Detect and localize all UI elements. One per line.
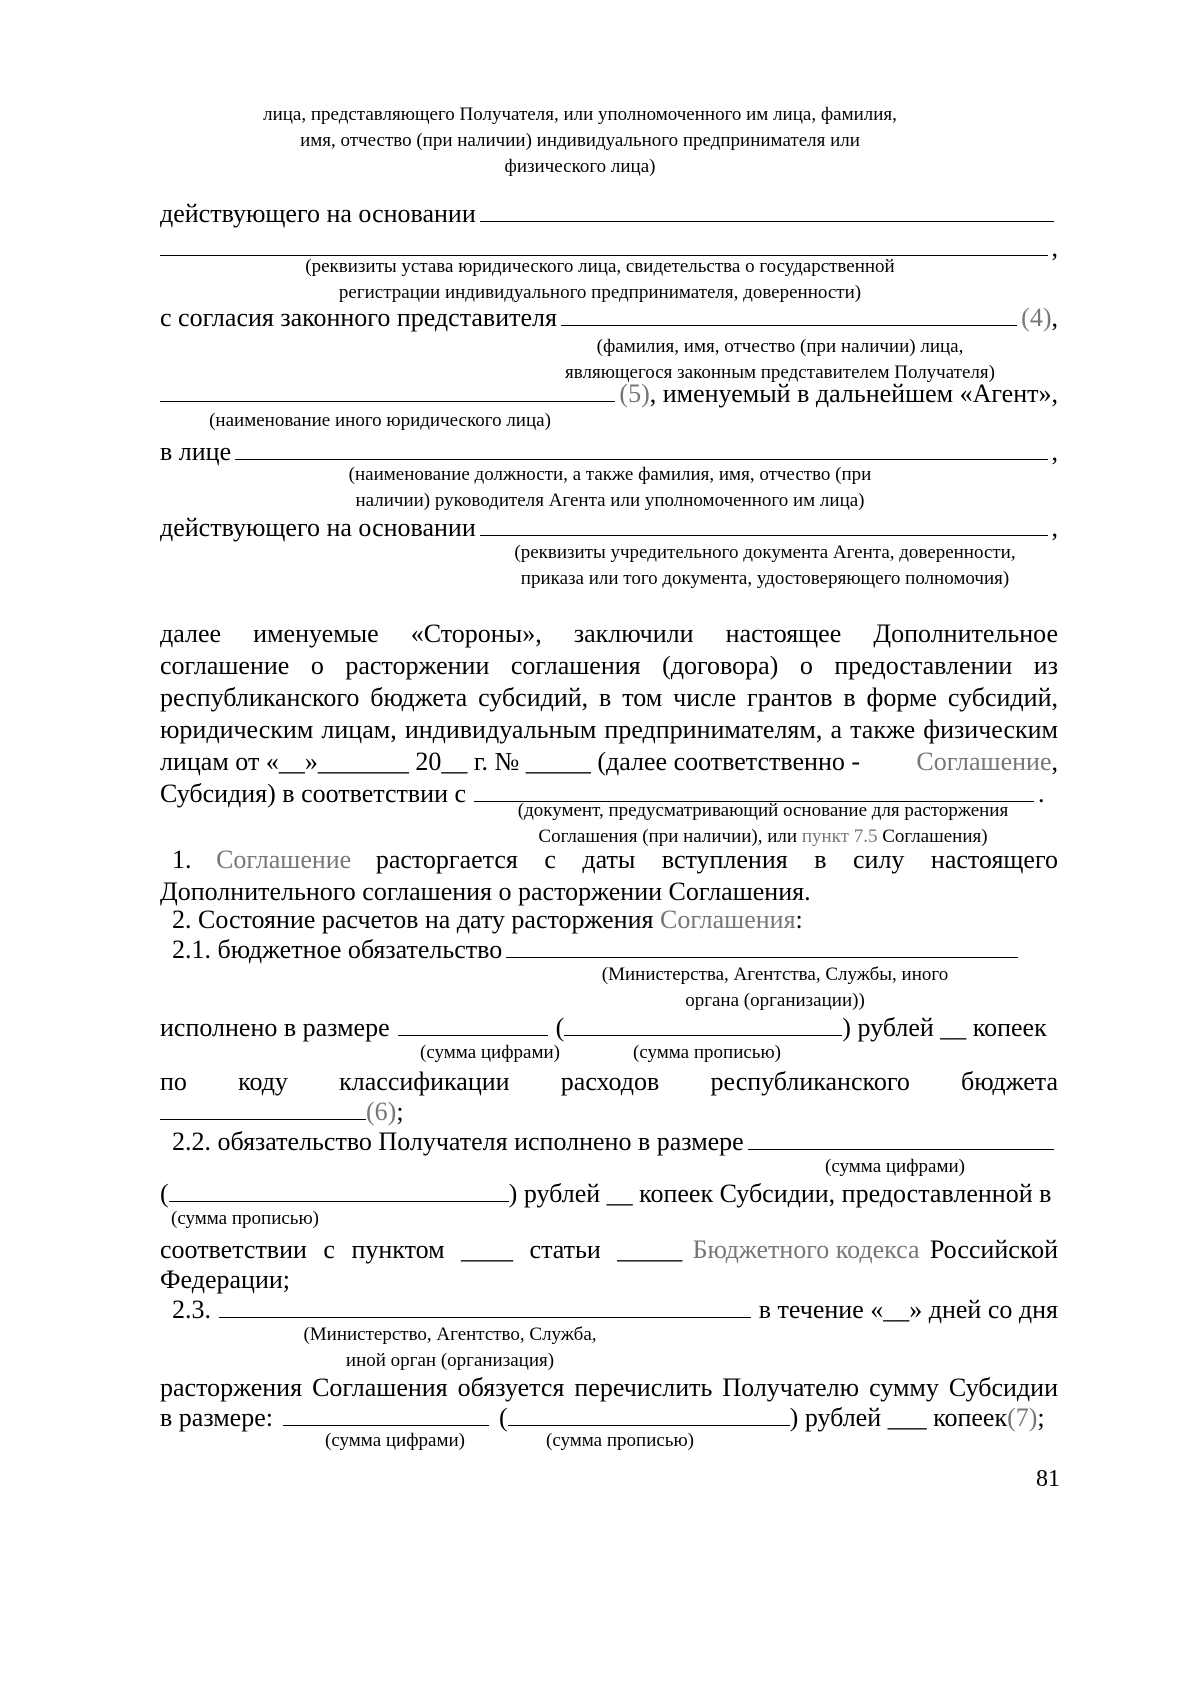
basis-field[interactable] [480, 199, 1054, 222]
agent-caption [160, 408, 600, 434]
caption-top-line: физического лица) [504, 156, 656, 177]
item-1-line [160, 844, 1058, 876]
comma: , [1051, 747, 1058, 776]
paragraph-line: республиканского бюджета субсидий, в том числе грантов в форме субсидий, [160, 683, 1058, 712]
inperson-field[interactable] [235, 437, 1047, 460]
sum-digits-caption: (сумма цифрами) [325, 1430, 465, 1451]
sum-words-field[interactable] [564, 1013, 842, 1036]
rubles-text: ) рублей __ копеек Субсидии, предоставленной в [508, 1179, 1052, 1208]
basis-caption [250, 254, 950, 306]
comma: , [1051, 233, 1058, 262]
agent-basis-caption [470, 540, 1060, 592]
item-text: 2. Состояние расчетов на дату расторжения [172, 905, 654, 934]
within-text: в течение «__» дней со дня [758, 1295, 1058, 1324]
consent-field[interactable] [561, 303, 1017, 326]
accordance-text: соответствии с пунктом ____ статьи _____ [160, 1235, 683, 1264]
item-2-1-caption [570, 962, 980, 1014]
item-number: 1. [172, 845, 192, 874]
inperson-caption [300, 462, 920, 514]
paragraph-line: далее именуемые «Стороны», заключили настоящее Дополнительное [160, 619, 1058, 648]
executed-label: исполнено в размере [160, 1013, 390, 1042]
basis-caption-line: регистрации индивидуального предпринимателя, доверенности) [338, 282, 862, 303]
agent-basis-caption-line: (реквизиты учредительного документа Агента, доверенности, [514, 542, 1016, 563]
item-2-2-label: 2.2. обязательство Получателя исполнено в размере [172, 1127, 744, 1156]
item-2-3-text: расторжения Соглашения обязуется перечислить Получателю сумму Субсидии [160, 1373, 1058, 1402]
caption-line: иной орган (организация) [345, 1350, 555, 1371]
item-2-3-label: 2.3. [172, 1295, 211, 1324]
comma: , [1051, 437, 1058, 466]
footnote-ref-4[interactable]: (4) [1021, 303, 1052, 332]
sum-words-caption: (сумма прописью) [171, 1208, 319, 1229]
agent-basis-caption-line: приказа или того документа, удостоверяющего полномочия) [520, 568, 1010, 589]
consent-row [160, 302, 1058, 334]
basis-row [160, 198, 1058, 230]
agreement-link[interactable]: Соглашение [916, 747, 1052, 776]
inperson-label: в лице [160, 437, 232, 466]
item-text: расторгается с даты вступления в силу настоящего [375, 845, 1058, 874]
colon: : [795, 905, 803, 934]
rubles-kopecks: ) рублей __ копеек [842, 1013, 1047, 1042]
inperson-caption-line: (наименование должности, а также фамилия, имя, отчество (при [348, 464, 872, 485]
caption-top-line: лица, представляющего Получателя, или уполномоченного им лица, фамилия, [263, 104, 897, 125]
comma: , [1051, 513, 1058, 542]
paragraph-line: соглашение о расторжении соглашения (договора) о предоставлении из [160, 651, 1058, 680]
doc-caption-line: (документ, предусматривающий основание для расторжения [517, 800, 1009, 821]
code-line: по коду классификации расходов республиканского бюджета [160, 1067, 1058, 1096]
paragraph-line-text: Субсидия) в соответствии с [160, 779, 467, 808]
ministry-field[interactable] [219, 1295, 751, 1318]
sum-words-caption: (сумма прописью) [546, 1430, 694, 1451]
item-2-1-label: 2.1. бюджетное обязательство [172, 935, 503, 964]
caption-top-line: имя, отчество (при наличии) индивидуального предпринимателя или [300, 130, 860, 151]
footnote-ref-6[interactable]: (6) [366, 1097, 397, 1126]
agent-caption-line: (наименование иного юридического лица) [209, 410, 551, 431]
paragraph-line: юридическим лицам, индивидуальным предпринимателям, а также физическим [160, 715, 1058, 744]
sum-words-field[interactable] [508, 1403, 790, 1426]
open-paren: ( [160, 1179, 169, 1208]
sum-words-caption: (сумма прописью) [633, 1042, 781, 1063]
sum-digits-caption: (сумма цифрами) [825, 1156, 965, 1177]
inperson-caption-line: наличии) руководителя Агента или уполномоченного им лица) [355, 490, 865, 511]
paragraph-line [160, 746, 1058, 778]
open-paren: ( [498, 1403, 508, 1432]
recipient-sum-field[interactable] [748, 1127, 1054, 1150]
clause-link[interactable]: пункт 7.5 [801, 826, 878, 847]
federation-word: Федерации; [160, 1265, 291, 1294]
agent-named: , именуемый в дальнейшем «Агент», [649, 379, 1058, 408]
executed-row [160, 1012, 1058, 1044]
agreement-link[interactable]: Соглашение [216, 845, 352, 874]
amount-label: в размере: [160, 1403, 273, 1432]
basis-caption-line: (реквизиты устава юридического лица, свидетельства о государственной [305, 256, 895, 277]
russian-word: Российской [929, 1235, 1058, 1264]
semicolon: ; [396, 1097, 404, 1126]
comma: , [1051, 303, 1058, 332]
rubles-kopecks: ) рублей ___ копеек [789, 1403, 1008, 1432]
paragraph-line-text: лицам от «__»_______ 20__ г. № _____ (далее соответственно - [160, 747, 861, 776]
footnote-ref-7[interactable]: (7) [1007, 1403, 1038, 1432]
caption-line: органа (организации)) [685, 990, 865, 1011]
sum-words-field[interactable] [169, 1179, 509, 1202]
budget-code-link[interactable]: Бюджетного кодекса [692, 1235, 920, 1264]
caption-line: (Министерство, Агентство, Служба, [303, 1324, 597, 1345]
basis-field-2[interactable] [160, 233, 1048, 256]
doc-caption-text: Соглашения) [882, 826, 988, 847]
agent-row [160, 378, 1058, 410]
doc-caption-text: Соглашения (при наличии), или [538, 826, 798, 847]
sum-digits-field[interactable] [398, 1013, 548, 1036]
caption-line: (Министерства, Агентства, Службы, иного [601, 964, 949, 985]
item-2-3-caption [280, 1322, 620, 1374]
basis-label: действующего на основании [160, 513, 476, 542]
main-paragraph [160, 618, 1058, 810]
accordance-row [160, 1234, 1058, 1266]
footnote-ref-5[interactable]: (5) [619, 379, 650, 408]
sum-digits-field[interactable] [283, 1403, 489, 1426]
page-number: 81 [1036, 1466, 1060, 1492]
agent-basis-field[interactable] [480, 513, 1048, 536]
budget-code-field[interactable] [160, 1097, 366, 1120]
sum-digits-caption: (сумма цифрами) [420, 1042, 560, 1063]
semicolon: ; [1037, 1403, 1045, 1432]
consent-caption-line: являющегося законным представителем Получателя) [565, 362, 995, 383]
consent-label: с согласия законного представителя [160, 303, 557, 332]
consent-caption-line: (фамилия, имя, отчество (при наличии) лица, [596, 336, 964, 357]
item-1-line: Дополнительного соглашения о расторжении Соглашения. [160, 877, 811, 906]
agent-field[interactable] [160, 379, 615, 402]
code-row [160, 1096, 460, 1128]
caption-top [230, 102, 930, 180]
open-paren: ( [555, 1013, 565, 1042]
agreement-link[interactable]: Соглашения [659, 905, 796, 934]
item-2 [172, 904, 1052, 936]
item-1 [160, 844, 1058, 908]
doc-caption [468, 798, 1058, 850]
obligation-field[interactable] [506, 935, 1018, 958]
basis-label: действующего на основании [160, 199, 476, 228]
period: . [1038, 779, 1045, 808]
